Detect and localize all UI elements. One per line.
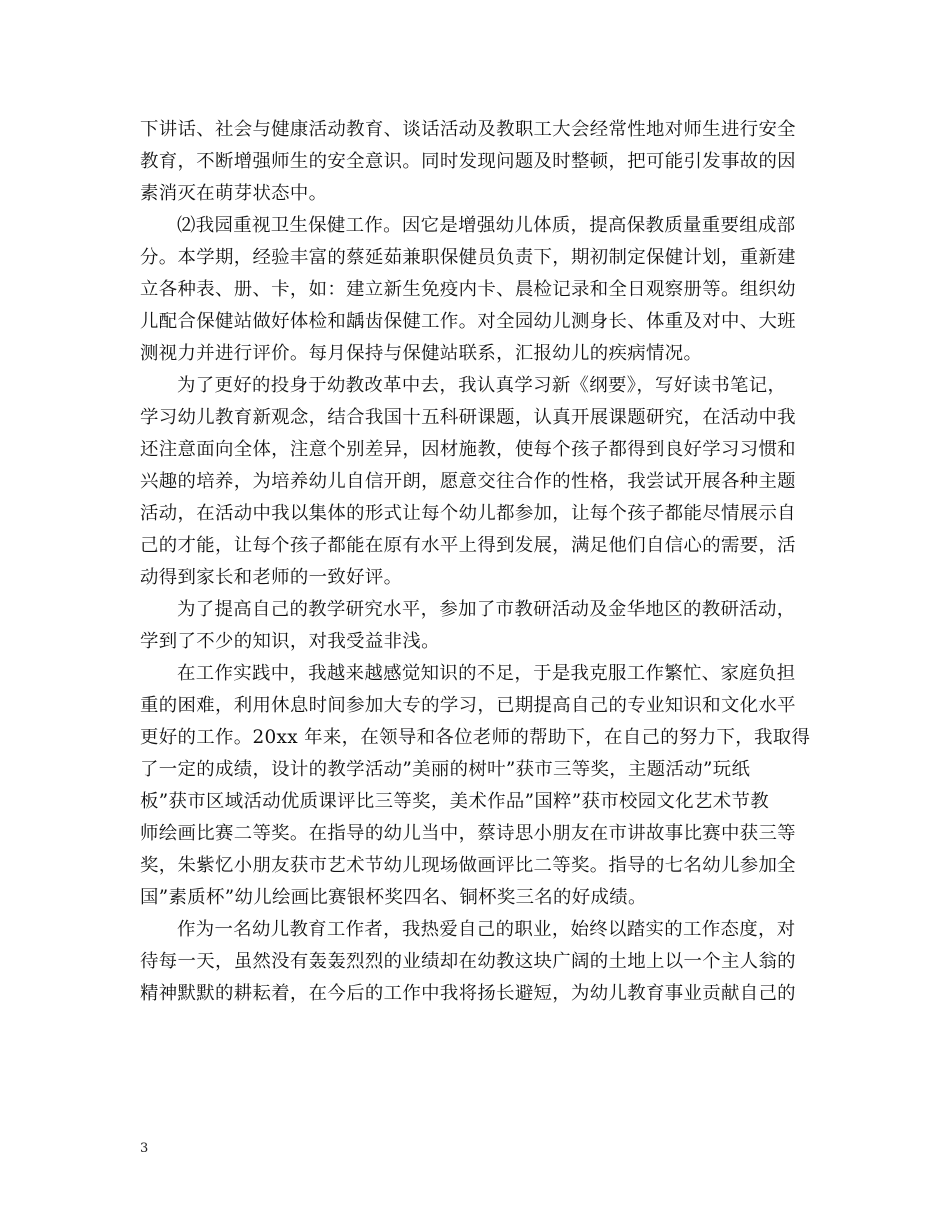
page-number: 3 <box>140 1141 149 1156</box>
text-line: 还注意面向全体，注意个别差异，因材施教，使每个孩子都得到良好学习习惯和 <box>140 439 796 460</box>
text-line: 学到了不少的知识，对我受益非浅。 <box>140 631 440 652</box>
paragraph-start-line: 在工作实践中，我越来越感觉知识的不足，于是我克服工作繁忙、家庭负担 <box>177 663 796 684</box>
text-line: 己的才能，让每个孩子都能在原有水平上得到发展，满足他们自信心的需要，活 <box>140 535 796 556</box>
text-line: 了一定的成绩，设计的教学活动”美丽的树叶”获市三等奖，主题活动”玩纸 <box>140 759 751 780</box>
text-line: 重的困难，利用休息时间参加大专的学习，已期提高自己的专业知识和文化水平 <box>140 695 796 716</box>
text-line: 儿配合保健站做好体检和龋齿保健工作。对全园幼儿测身长、体重及对中、大班 <box>140 311 796 332</box>
text-line: 板”获市区域活动优质课评比三等奖，美术作品”国粹”获市校园文化艺术节教 <box>140 791 769 812</box>
text-line: 奖，朱紫忆小朋友获市艺术节幼儿现场做画评比二等奖。指导的七名幼儿参加全 <box>140 855 796 876</box>
text-line: 兴趣的培养，为培养幼儿自信开朗，愿意交往合作的性格，我尝试开展各种主题 <box>140 471 796 492</box>
paragraph-start-line: 作为一名幼儿教育工作者，我热爱自己的职业，始终以踏实的工作态度，对 <box>177 919 796 940</box>
text-line: 活动，在活动中我以集体的形式让每个幼儿都参加，让每个孩子都能尽情展示自 <box>140 503 796 524</box>
text-line: 教育，不断增强师生的安全意识。同时发现问题及时整顿，把可能引发事故的因 <box>140 151 796 172</box>
document-body <box>140 114 812 1010</box>
text-line: 立各种表、册、卡，如：建立新生免疫内卡、晨检记录和全日观察册等。组织幼 <box>140 279 796 300</box>
paragraph-start-line: ⑵我园重视卫生保健工作。因它是增强幼儿体质，提高保教质量重要组成部 <box>177 215 796 236</box>
text-line: 更好的工作。20xx 年来，在领导和各位老师的帮助下，在自己的努力下，我取得 <box>140 727 811 748</box>
text-line: 测视力并进行评价。每月保持与保健站联系，汇报幼儿的疾病情况。 <box>140 343 703 364</box>
text-line: 下讲话、社会与健康活动教育、谈话活动及教职工大会经常性地对师生进行安全 <box>140 119 796 140</box>
text-line: 动得到家长和老师的一致好评。 <box>140 567 403 588</box>
paragraph-start-line: 为了更好的投身于幼教改革中去，我认真学习新《纲要》，写好读书笔记， <box>177 375 787 396</box>
paragraph-start-line: 为了提高自己的教学研究水平，参加了市教研活动及金华地区的教研活动， <box>177 599 796 620</box>
text-line: 待每一天，虽然没有轰轰烈烈的业绩却在幼教这块广阔的土地上以一个主人翁的 <box>140 951 796 972</box>
text-line: 分。本学期，经验丰富的蔡延茹兼职保健员负责下，期初制定保健计划，重新建 <box>140 247 796 268</box>
text-line: 精神默默的耕耘着，在今后的工作中我将扬长避短，为幼儿教育事业贡献自己的 <box>140 983 796 1004</box>
text-line: 国”素质杯”幼儿绘画比赛银杯奖四名、铜杯奖三名的好成绩。 <box>140 887 647 908</box>
text-line: 素消灭在萌芽状态中。 <box>140 183 328 204</box>
text-line: 师绘画比赛二等奖。在指导的幼儿当中，蔡诗思小朋友在市讲故事比赛中获三等 <box>140 823 796 844</box>
text-line: 学习幼儿教育新观念，结合我国十五科研课题，认真开展课题研究，在活动中我 <box>140 407 796 428</box>
